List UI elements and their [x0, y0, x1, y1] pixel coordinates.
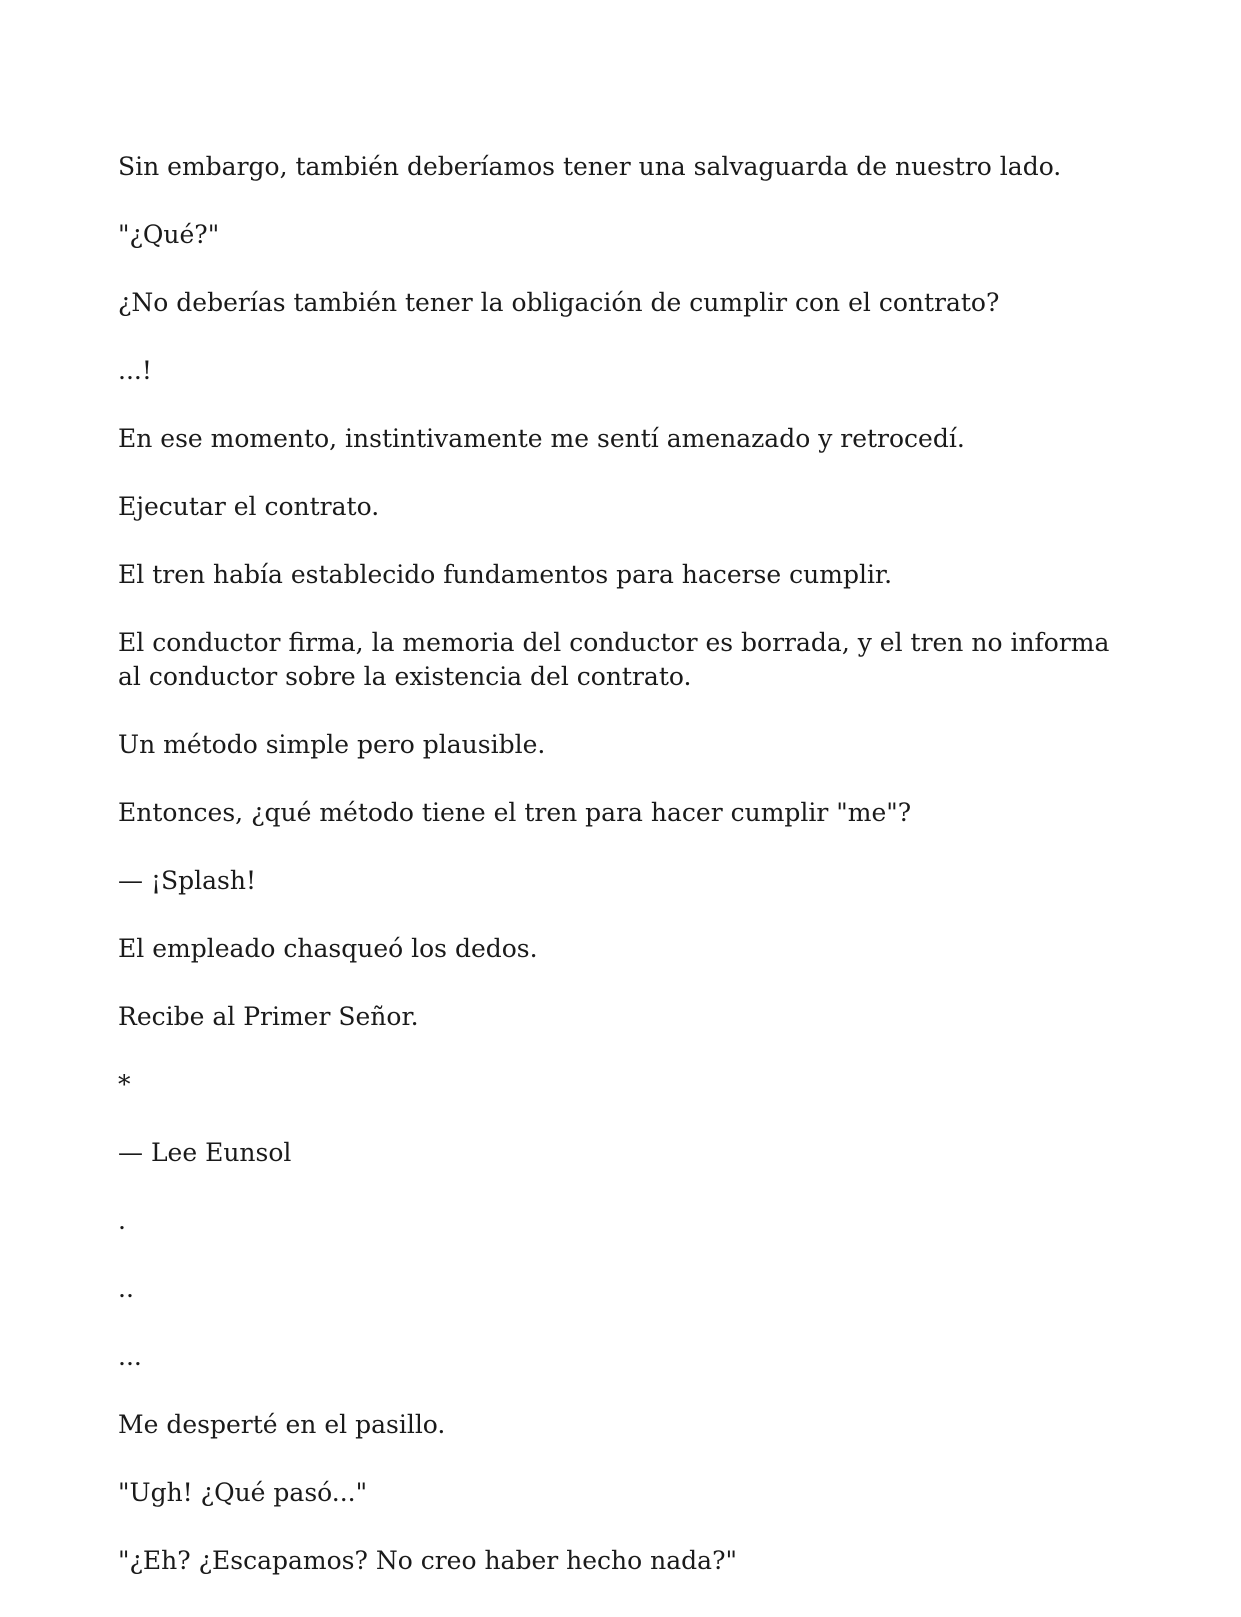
ellipsis-marker: ... — [118, 1342, 142, 1371]
section-break: * — [118, 1070, 131, 1099]
ellipsis-marker: . — [118, 1206, 126, 1235]
paragraph: El conductor firma, la memoria del conductor es borrada, y el tren no informa al conductor sobre la existencia del contrato. — [118, 628, 1110, 691]
paragraph: ...! — [118, 356, 152, 385]
paragraph: — ¡Splash! — [118, 866, 257, 895]
paragraph: Recibe al Primer Señor. — [118, 1002, 419, 1031]
paragraph: "¿Qué?" — [118, 220, 220, 249]
paragraph: El empleado chasqueó los dedos. — [118, 934, 538, 963]
paragraph: Me desperté en el pasillo. — [118, 1410, 446, 1439]
paragraph: — Lee Eunsol — [118, 1138, 292, 1167]
paragraph: Ejecutar el contrato. — [118, 492, 380, 521]
paragraph: Entonces, ¿qué método tiene el tren para hacer cumplir "me"? — [118, 798, 912, 827]
paragraph: Sin embargo, también deberíamos tener una salvaguarda de nuestro lado. — [118, 152, 1062, 181]
text-body — [118, 150, 1128, 1612]
paragraph: El tren había establecido fundamentos para hacerse cumplir. — [118, 560, 893, 589]
paragraph: "¿Eh? ¿Escapamos? No creo haber hecho nada?" — [118, 1546, 737, 1575]
paragraph: ¿No deberías también tener la obligación de cumplir con el contrato? — [118, 288, 1000, 317]
ellipsis-marker: .. — [118, 1274, 134, 1303]
paragraph: Un método simple pero plausible. — [118, 730, 546, 759]
paragraph: En ese momento, instintivamente me sentí amenazado y retrocedí. — [118, 424, 965, 453]
paragraph: "Ugh! ¿Qué pasó..." — [118, 1478, 368, 1507]
